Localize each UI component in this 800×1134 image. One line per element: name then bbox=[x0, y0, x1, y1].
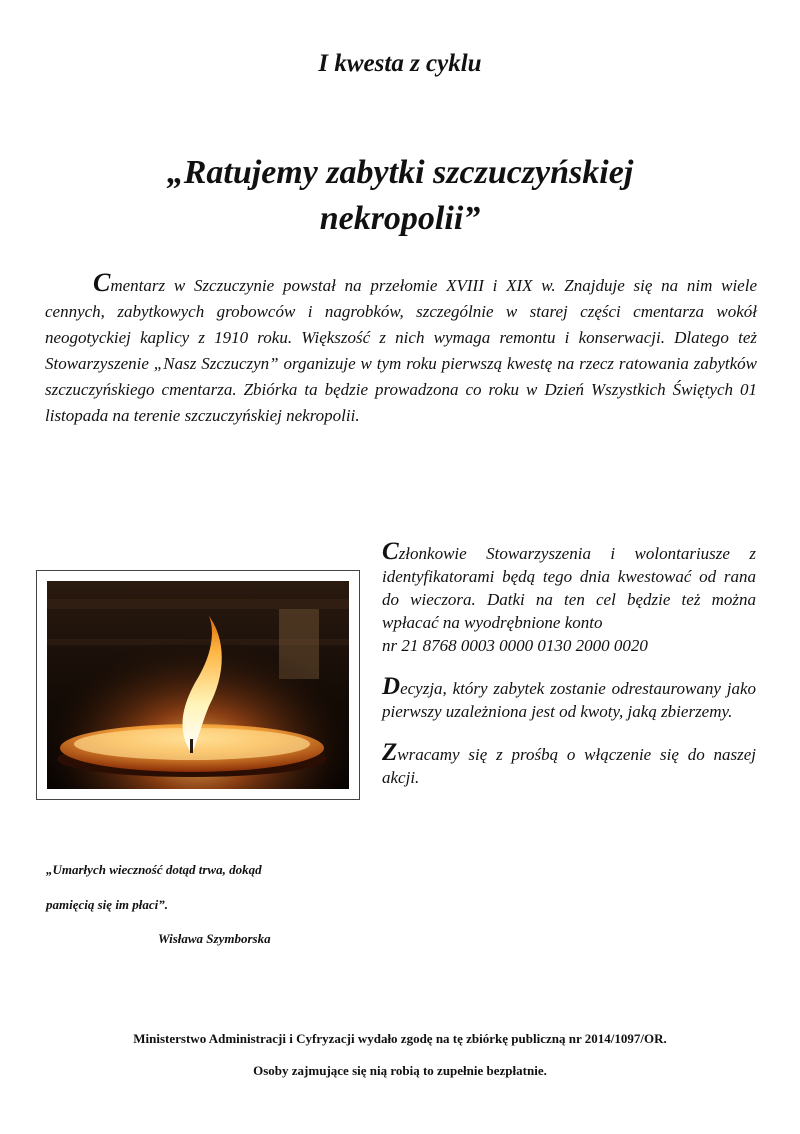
volunteers-dropcap: C bbox=[382, 538, 399, 565]
quote-line-2: pamięcią się im płaci”. bbox=[46, 897, 169, 912]
intro-paragraph bbox=[45, 270, 757, 429]
quote-line-1: „Umarłych wieczność dotąd trwa, dokąd bbox=[46, 862, 262, 877]
decision-dropcap: D bbox=[382, 673, 401, 700]
title-line-2: nekropolii” bbox=[319, 200, 481, 237]
candle-flame-photo-icon bbox=[47, 581, 349, 789]
volunteers-paragraph bbox=[382, 540, 756, 657]
permit-notice: Ministerstwo Administracji i Cyfryzacji wydało zgodę na tę zbiórkę publiczną nr 2014/1097/OR. bbox=[133, 1031, 667, 1046]
page-title bbox=[90, 150, 710, 242]
title-line-1: „Ratujemy zabytki szczuczyńskiej bbox=[166, 154, 634, 191]
bank-account-number: nr 21 8768 0003 0000 0130 2000 0020 bbox=[382, 636, 648, 655]
candle-photo-frame bbox=[36, 570, 360, 800]
intro-text: mentarz w Szczuczynie powstał na przełomie XVIII i XIX w. Znajduje się na nim wiele cennych, zabytkowych grobowców i nagrobków, szczególnie w starej części cmentarza wokół neogotyckiej kaplicy z 1910 roku. Większość z nich wymaga remontu i konserwacji. Dlatego też Stowarzyszenie „Nasz Szczuczyn” organizuje w tym roku pierwszą kwestę na rzecz ratowania zabytków szczuczyńskiego cmentarza. Zbiórka ta będzie prowadzona co roku w Dzień Wszystkich Świętych 01 listopada na terenie szczuczyńskiej nekropolii. bbox=[45, 276, 757, 425]
quote-author: Wisława Szymborska bbox=[158, 931, 271, 946]
volunteer-notice: Osoby zajmujące się nią robią to zupełnie bezpłatnie. bbox=[253, 1063, 547, 1078]
decision-text: ecyzja, który zabytek zostanie odrestaurowany jako pierwszy uzależniona jest od kwoty, jaką zbierzemy. bbox=[382, 679, 756, 721]
appeal-dropcap: Z bbox=[382, 739, 398, 766]
appeal-paragraph bbox=[382, 741, 756, 789]
kicker-heading: I kwesta z cyklu bbox=[318, 50, 482, 77]
volunteers-text: złonkowie Stowarzyszenia i wolontariusze z identyfikatorami będą tego dnia kwestować od rana do wieczora. Datki na ten cel będzie też można wpłacać na wyodrębnione konto bbox=[382, 544, 756, 632]
decision-paragraph bbox=[382, 675, 756, 723]
appeal-text: wracamy się z prośbą o włączenie się do naszej akcji. bbox=[382, 745, 756, 787]
details-column bbox=[382, 540, 756, 807]
intro-dropcap: C bbox=[93, 268, 111, 297]
